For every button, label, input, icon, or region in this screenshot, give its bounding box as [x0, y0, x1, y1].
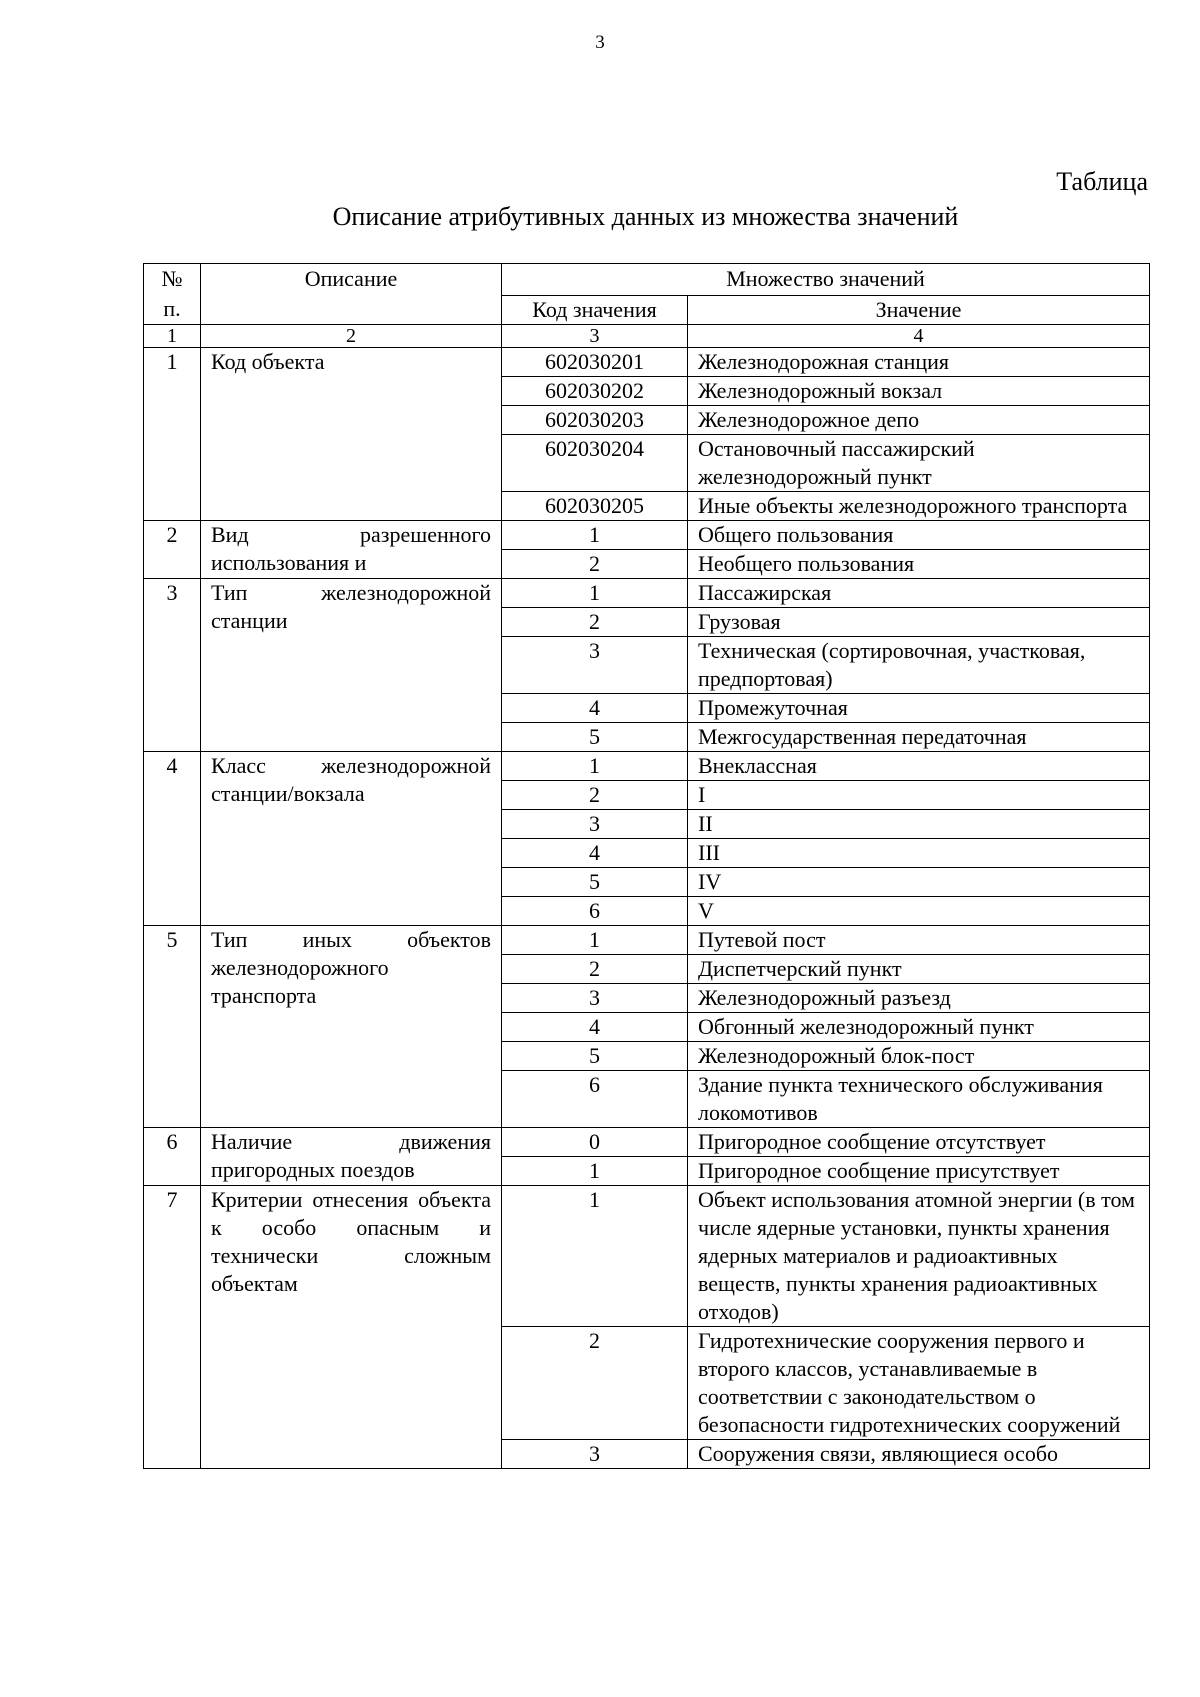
value-code: 1: [502, 1157, 688, 1186]
row-description: [201, 926, 502, 1128]
value-text: Объект использования атомной энергии (в том числе ядерные установки, пункты хранения ядерных материалов и радиоактивных веществ, пункты хранения радиоактивных отходов): [688, 1186, 1150, 1327]
value-code: 4: [502, 839, 688, 868]
table-row: [144, 1186, 1150, 1327]
value-code: 2: [502, 608, 688, 637]
value-text: Грузовая: [688, 608, 1150, 637]
table-row: [144, 579, 1150, 608]
value-text: Общего пользования: [688, 521, 1150, 550]
value-text: Иные объекты железнодорожного транспорта: [688, 492, 1150, 521]
table-header-row: [144, 264, 1150, 296]
value-text: Остановочный пассажирский железнодорожный пункт: [688, 435, 1150, 492]
column-index: 1: [144, 325, 201, 348]
column-index: 2: [201, 325, 502, 348]
value-text: I: [688, 781, 1150, 810]
value-code: 3: [502, 810, 688, 839]
value-code: 0: [502, 1128, 688, 1157]
row-description: [201, 1186, 502, 1469]
value-text: Пассажирская: [688, 579, 1150, 608]
value-code: 6: [502, 897, 688, 926]
value-text: Техническая (сортировочная, участковая, предпортовая): [688, 637, 1150, 694]
description-line: Тип железнодорожной: [211, 580, 491, 605]
value-text: Диспетчерский пункт: [688, 955, 1150, 984]
header-value-set: Множество значений: [502, 264, 1150, 296]
description-line: Тип иных объектов: [211, 927, 491, 952]
column-index: 3: [502, 325, 688, 348]
value-text: Железнодорожный вокзал: [688, 377, 1150, 406]
value-text: Внеклассная: [688, 752, 1150, 781]
value-code: 602030202: [502, 377, 688, 406]
table-row: [144, 752, 1150, 781]
value-code: 602030201: [502, 348, 688, 377]
value-code: 4: [502, 1013, 688, 1042]
value-code: 602030205: [502, 492, 688, 521]
value-text: Железнодорожная станция: [688, 348, 1150, 377]
row-number: 2: [144, 521, 201, 579]
value-text: Обгонный железнодорожный пункт: [688, 1013, 1150, 1042]
value-code: 3: [502, 1440, 688, 1469]
row-number: 3: [144, 579, 201, 752]
table-title: Описание атрибутивных данных из множества значений: [332, 202, 959, 231]
value-code: 4: [502, 694, 688, 723]
row-number: 5: [144, 926, 201, 1128]
description-line: Класс железнодорожной: [211, 753, 491, 778]
value-code: 602030204: [502, 435, 688, 492]
page-number: 3: [595, 32, 605, 53]
row-number: 4: [144, 752, 201, 926]
value-code: 1: [502, 579, 688, 608]
row-number: 7: [144, 1186, 201, 1469]
row-number: 6: [144, 1128, 201, 1186]
header-number-line1: №: [161, 266, 183, 291]
header-number-line2: п.: [163, 296, 181, 321]
row-description: [201, 752, 502, 926]
value-code: 2: [502, 1327, 688, 1440]
table-row: [144, 1128, 1150, 1157]
table-label: Таблица: [1056, 167, 1148, 196]
value-text: Путевой пост: [688, 926, 1150, 955]
description-line: железнодорожного: [211, 955, 389, 980]
value-code: 5: [502, 868, 688, 897]
value-code: 2: [502, 955, 688, 984]
value-text: Гидротехнические сооружения первого и второго классов, устанавливаемые в соответствии с законодательством о безопасности гидротехнических сооружений: [688, 1327, 1150, 1440]
row-description: Код объекта: [201, 348, 502, 521]
description-line: транспорта: [211, 983, 317, 1008]
value-text: IV: [688, 868, 1150, 897]
value-code: 2: [502, 550, 688, 579]
description-line: пригородных поездов: [211, 1157, 415, 1182]
value-text: III: [688, 839, 1150, 868]
description-line: станции/вокзала: [211, 781, 365, 806]
description-text: Критерии отнесения объекта к особо опасным и технически сложным объектам: [211, 1187, 491, 1296]
value-text: V: [688, 897, 1150, 926]
value-text: Здание пункта технического обслуживания локомотивов: [688, 1071, 1150, 1128]
value-code: 1: [502, 926, 688, 955]
value-text: II: [688, 810, 1150, 839]
value-text: Пригородное сообщение присутствует: [688, 1157, 1150, 1186]
description-line: Наличие движения: [211, 1129, 491, 1154]
value-text: Необщего пользования: [688, 550, 1150, 579]
row-number: 1: [144, 348, 201, 521]
table-row: [144, 348, 1150, 377]
description-line: Вид разрешенного: [211, 522, 491, 547]
header-value-code: Код значения: [502, 295, 688, 324]
value-text: Межгосударственная передаточная: [688, 723, 1150, 752]
value-code: 2: [502, 781, 688, 810]
header-description: Описание: [201, 264, 502, 325]
row-description: [201, 521, 502, 579]
value-code: 5: [502, 723, 688, 752]
description-line: использования и: [211, 550, 367, 575]
header-number: [144, 264, 201, 325]
description-line: станции: [211, 608, 288, 633]
attribute-table: [143, 263, 1150, 1469]
value-text: Железнодорожный разъезд: [688, 984, 1150, 1013]
table-row: [144, 521, 1150, 550]
value-code: 6: [502, 1071, 688, 1128]
table-row: [144, 926, 1150, 955]
value-code: 1: [502, 752, 688, 781]
row-description: [201, 1128, 502, 1186]
column-index-row: [144, 325, 1150, 348]
value-code: 1: [502, 521, 688, 550]
value-code: 1: [502, 1186, 688, 1327]
row-description: [201, 579, 502, 752]
header-value: Значение: [688, 295, 1150, 324]
value-text: Пригородное сообщение отсутствует: [688, 1128, 1150, 1157]
value-text: Промежуточная: [688, 694, 1150, 723]
value-text: Железнодорожный блок-пост: [688, 1042, 1150, 1071]
value-text: Сооружения связи, являющиеся особо: [688, 1440, 1150, 1469]
value-text: Железнодорожное депо: [688, 406, 1150, 435]
value-code: 3: [502, 984, 688, 1013]
value-code: 5: [502, 1042, 688, 1071]
column-index: 4: [688, 325, 1150, 348]
value-code: 3: [502, 637, 688, 694]
value-code: 602030203: [502, 406, 688, 435]
